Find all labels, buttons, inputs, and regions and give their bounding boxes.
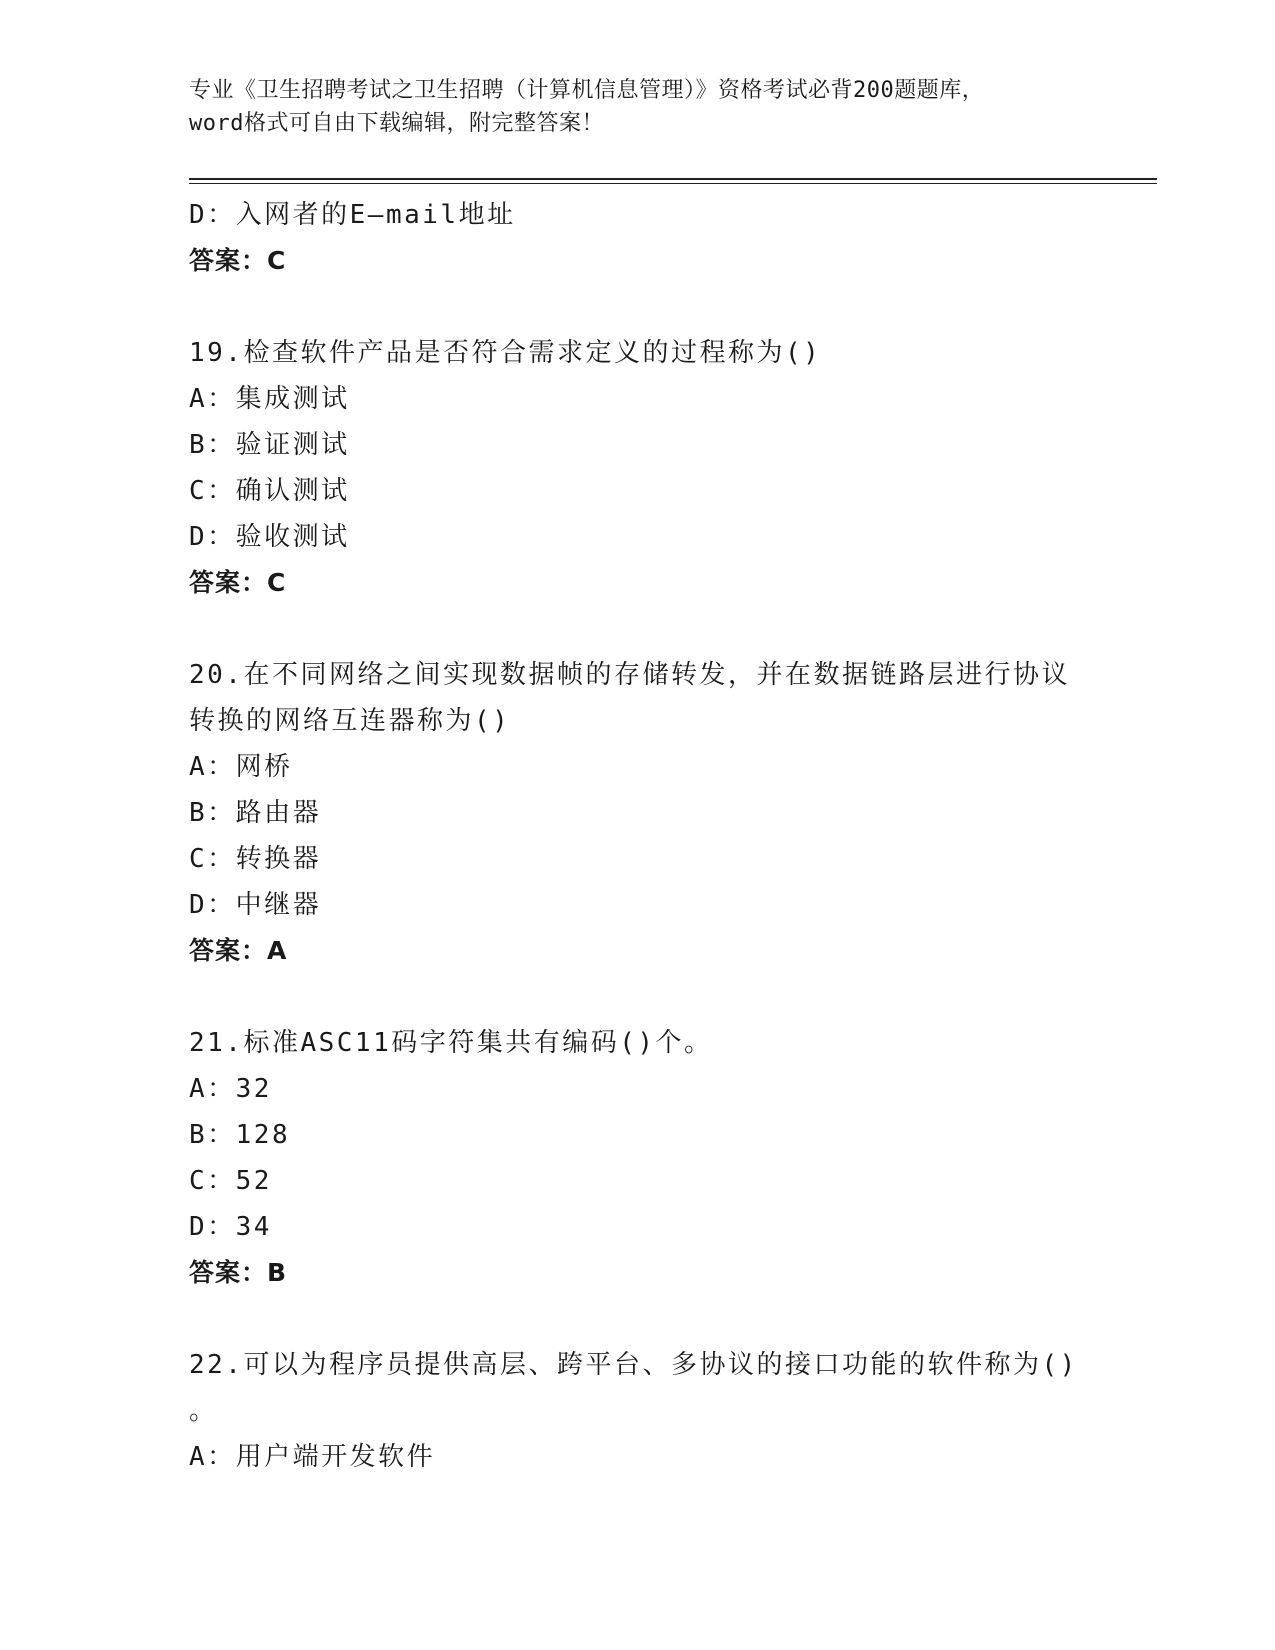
header-divider-thick xyxy=(189,178,1157,180)
question-20-option-b: B：路由器 xyxy=(189,798,322,828)
question-21-option-d: D：34 xyxy=(189,1212,272,1242)
header-title-line-2: word格式可自由下载编辑，附完整答案！ xyxy=(189,111,604,136)
document-page xyxy=(189,0,1159,1650)
question-21-option-a: A：32 xyxy=(189,1074,272,1104)
question-19 xyxy=(189,330,1089,606)
question-19-option-c: C：确认测试 xyxy=(189,476,350,506)
question-22-stem-line-2: 。 xyxy=(189,1396,218,1426)
question-19-answer: 答案：C xyxy=(189,568,287,597)
question-18 xyxy=(189,192,1089,284)
question-spacer xyxy=(189,974,1089,1020)
question-20-option-d: D：中继器 xyxy=(189,890,322,920)
question-18-answer: 答案：C xyxy=(189,246,287,275)
question-21-option-c: C：52 xyxy=(189,1166,272,1196)
question-22-option-a: A：用户端开发软件 xyxy=(189,1442,436,1472)
question-20-stem-line-2: 转换的网络互连器称为() xyxy=(189,706,511,736)
question-21-option-b: B：128 xyxy=(189,1120,291,1150)
question-20-option-a: A：网桥 xyxy=(189,752,293,782)
question-19-option-a: A：集成测试 xyxy=(189,384,350,414)
question-19-option-d: D：验收测试 xyxy=(189,522,350,552)
question-20-answer: 答案：A xyxy=(189,936,288,965)
question-18-option-d: D：入网者的E—mail地址 xyxy=(189,200,516,230)
document-header xyxy=(189,74,1089,140)
question-spacer xyxy=(189,284,1089,330)
question-22 xyxy=(189,1342,1089,1480)
question-21-stem: 21.标准ASC11码字符集共有编码()个。 xyxy=(189,1028,713,1058)
question-21 xyxy=(189,1020,1089,1296)
header-divider-thin xyxy=(189,183,1157,184)
question-spacer xyxy=(189,606,1089,652)
question-19-option-b: B：验证测试 xyxy=(189,430,350,460)
question-20-option-c: C：转换器 xyxy=(189,844,322,874)
question-list xyxy=(189,192,1089,1480)
question-20-stem-line-1: 20.在不同网络之间实现数据帧的存储转发，并在数据链路层进行协议 xyxy=(189,660,1070,690)
header-title-line-1: 专业《卫生招聘考试之卫生招聘（计算机信息管理）》资格考试必背200题题库， xyxy=(189,78,985,103)
question-21-answer: 答案：B xyxy=(189,1258,288,1287)
question-spacer xyxy=(189,1296,1089,1342)
question-20 xyxy=(189,652,1089,974)
question-19-stem: 19.检查软件产品是否符合需求定义的过程称为() xyxy=(189,338,822,368)
question-22-stem-line-1: 22.可以为程序员提供高层、跨平台、多协议的接口功能的软件称为() xyxy=(189,1350,1078,1380)
